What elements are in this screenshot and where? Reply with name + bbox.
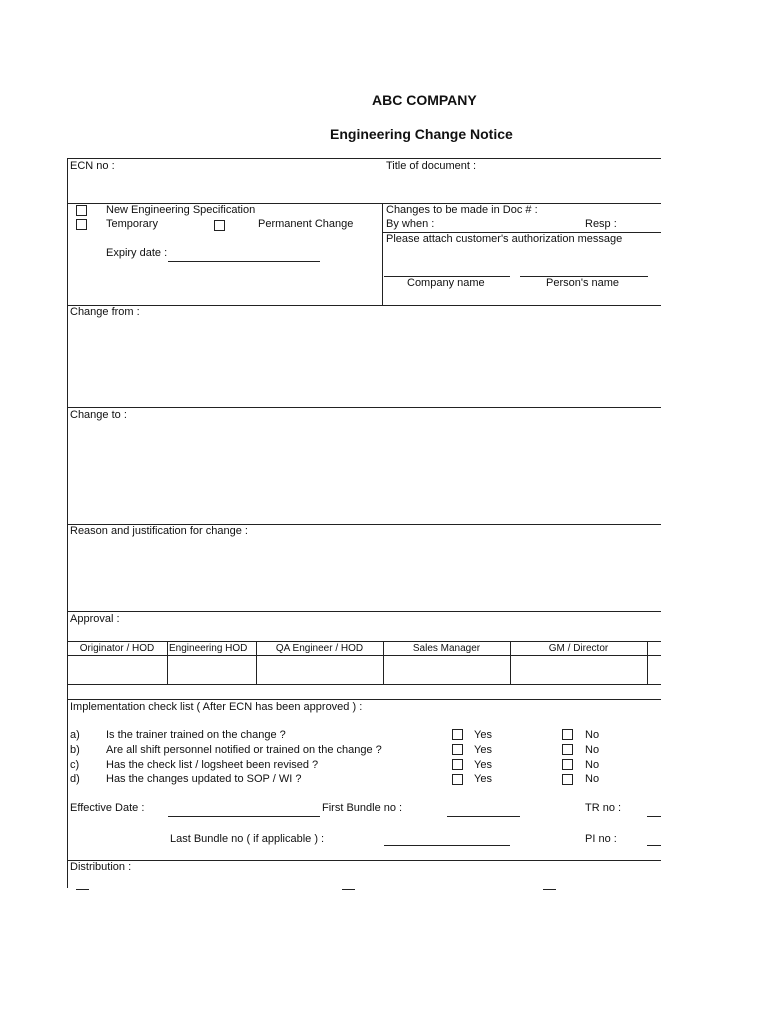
by-when-label: By when : [386,218,435,230]
frame-top-line [67,158,661,159]
approval-col-gm: GM / Director [548,643,609,654]
approval-table-bottom [67,684,661,685]
distribution-field[interactable] [76,889,89,890]
approval-col-sales: Sales Manager [412,643,481,654]
effective-date-field[interactable] [168,816,320,817]
frame-left-line [67,158,68,888]
checklist-letter: d) [70,773,80,785]
expiry-date-label: Expiry date : [106,247,168,259]
permanent-checkbox[interactable] [214,220,225,231]
row-divider-2 [67,305,661,306]
company-name-label: Company name [407,277,485,289]
approval-col-divider [167,641,168,684]
pi-no-field[interactable] [647,845,661,846]
yes-label: Yes [474,744,492,756]
form-title: Engineering Change Notice [330,126,513,142]
last-bundle-label: Last Bundle no ( if applicable ) : [170,833,325,845]
temporary-checkbox[interactable] [76,219,87,230]
change-from-label: Change from : [70,306,140,318]
row-divider-3 [67,407,661,408]
yes-label: Yes [474,773,492,785]
permanent-label: Permanent Change [258,218,354,230]
approval-col-originator: Originator / HOD [79,643,155,654]
checklist-item-text: Has the check list / logsheet been revised ? [106,759,319,771]
effective-date-label: Effective Date : [70,802,145,814]
distribution-field[interactable] [543,889,556,890]
approval-col-qa: QA Engineer / HOD [275,643,364,654]
reason-label: Reason and justification for change : [70,525,248,537]
expiry-date-field[interactable] [168,261,320,262]
no-label: No [585,773,600,785]
new-spec-checkbox[interactable] [76,205,87,216]
checklist-title: Implementation check list ( After ECN has been approved ) : [70,701,363,713]
checklist-letter: b) [70,744,80,756]
title-of-document-label: Title of document : [386,160,477,172]
checklist-yes-checkbox[interactable] [452,744,463,755]
pi-no-label: PI no : [585,833,617,845]
yes-label: Yes [474,759,492,771]
row2-vertical-divider [382,203,383,305]
checklist-yes-checkbox[interactable] [452,774,463,785]
company-name: ABC COMPANY [372,92,477,108]
checklist-yes-checkbox[interactable] [452,759,463,770]
no-label: No [585,744,600,756]
approval-header-bottom [67,655,661,656]
row-divider-5 [67,611,661,612]
distribution-label: Distribution : [70,861,132,873]
checklist-no-checkbox[interactable] [562,759,573,770]
first-bundle-field[interactable] [447,816,520,817]
no-label: No [585,729,600,741]
temporary-label: Temporary [106,218,158,230]
tr-no-label: TR no : [585,802,622,814]
checklist-letter: c) [70,759,80,771]
checklist-yes-checkbox[interactable] [452,729,463,740]
approval-col-engineering-hod: Engineering HOD [169,643,248,654]
checklist-no-checkbox[interactable] [562,744,573,755]
changes-in-doc-label: Changes to be made in Doc # : [386,204,538,216]
checklist-letter: a) [70,729,80,741]
no-label: No [585,759,600,771]
ecn-no-label: ECN no : [70,160,115,172]
approval-label: Approval : [70,613,120,625]
checklist-no-checkbox[interactable] [562,774,573,785]
change-to-label: Change to : [70,409,127,421]
resp-label: Resp : [585,218,617,230]
checklist-item-text: Is the trainer trained on the change ? [106,729,286,741]
last-bundle-field[interactable] [384,845,510,846]
new-spec-label: New Engineering Specification [106,204,256,216]
checklist-item-text: Are all shift personnel notified or trained on the change ? [106,744,382,756]
row-divider-7 [67,860,661,861]
person-name-label: Person's name [546,277,620,289]
attach-note: Please attach customer's authorization message [386,233,623,245]
approval-col-divider [647,641,648,684]
tr-no-field[interactable] [647,816,661,817]
distribution-field[interactable] [342,889,355,890]
checklist-item-text: Has the changes updated to SOP / WI ? [106,773,302,785]
approval-table-top [67,641,661,642]
checklist-no-checkbox[interactable] [562,729,573,740]
first-bundle-label: First Bundle no : [322,802,403,814]
row-divider-6 [67,699,661,700]
yes-label: Yes [474,729,492,741]
